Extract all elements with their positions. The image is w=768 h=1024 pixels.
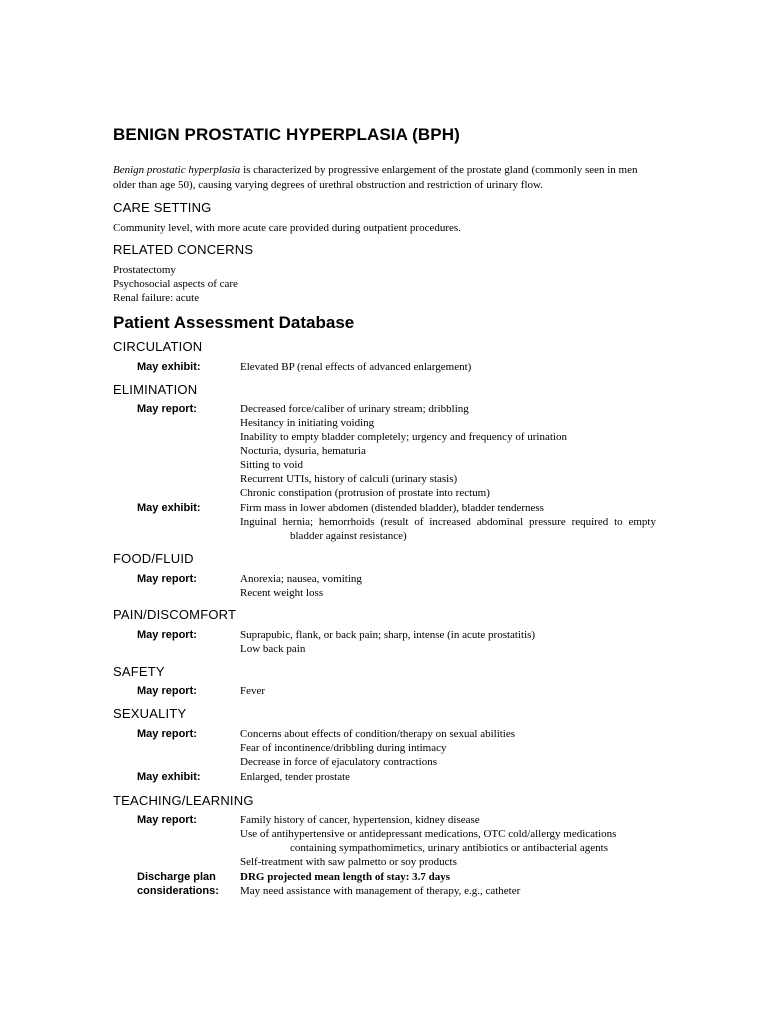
elimination-report-label: May report: [137, 403, 197, 415]
list-item: Renal failure: acute [113, 292, 200, 304]
circulation-exhibit-list [240, 360, 656, 374]
list-item: Use of antihypertensive or antidepressant medications, OTC cold/allergy medications [240, 828, 617, 840]
sexuality-report-label: May report: [137, 728, 197, 740]
list-item: Fear of incontinence/dribbling during intimacy [240, 742, 447, 754]
sexuality-exhibit-list [240, 770, 656, 784]
list-item: Hesitancy in initiating voiding [240, 417, 375, 429]
list-item: May need assistance with management of therapy, e.g., catheter [240, 885, 521, 897]
drg-length-of-stay: DRG projected mean length of stay: 3.7 days [240, 871, 451, 883]
related-concerns-heading: RELATED CONCERNS [113, 242, 254, 257]
list-item-continuation: bladder against resistance) [290, 530, 407, 542]
pain-report-list [240, 628, 656, 656]
list-item: Family history of cancer, hypertension, kidney disease [240, 814, 480, 826]
intro-text: is characterized by progressive enlargement of the prostate gland (commonly seen in men older than age 50), causing varying degrees of urethral obstruction and restriction of urinary flow. [113, 164, 638, 191]
list-item: Prostatectomy [113, 264, 176, 276]
list-item: Elevated BP (renal effects of advanced enlargement) [240, 361, 472, 373]
list-item: Inguinal hernia; hemorrhoids (result of increased abdominal pressure required to empty [240, 516, 656, 528]
list-item: Decrease in force of ejaculatory contractions [240, 756, 437, 768]
list-item: Chronic constipation (protrusion of prostate into rectum) [240, 487, 490, 499]
teaching-heading: TEACHING/LEARNING [113, 793, 254, 808]
care-setting-text: Community level, with more acute care provided during outpatient procedures. [113, 222, 461, 234]
list-item: Low back pain [240, 643, 306, 655]
list-item: Enlarged, tender prostate [240, 771, 351, 783]
list-item-continuation: containing sympathomimetics, urinary antibiotics or antibacterial agents [290, 842, 608, 854]
care-setting-heading: CARE SETTING [113, 200, 212, 215]
safety-report-list [240, 684, 656, 698]
list-item: Psychosocial aspects of care [113, 278, 238, 290]
list-item: Firm mass in lower abdomen (distended bladder), bladder tenderness [240, 502, 544, 514]
sexuality-exhibit-label: May exhibit: [137, 771, 201, 783]
safety-heading: SAFETY [113, 664, 165, 679]
discharge-label [137, 870, 219, 898]
list-item: Recurrent UTIs, history of calculi (urinary stasis) [240, 473, 458, 485]
circulation-heading: CIRCULATION [113, 339, 203, 354]
sexuality-report-list [240, 727, 656, 769]
elimination-exhibit-list [240, 501, 656, 543]
safety-report-label: May report: [137, 685, 197, 697]
food-fluid-report-list [240, 572, 656, 600]
discharge-list [240, 870, 656, 898]
list-item: Recent weight loss [240, 587, 324, 599]
intro-paragraph [113, 163, 658, 193]
page-title: BENIGN PROSTATIC HYPERPLASIA (BPH) [113, 125, 460, 144]
intro-term: Benign prostatic hyperplasia [113, 164, 241, 176]
list-item: Anorexia; nausea, vomiting [240, 573, 362, 585]
list-item: Decreased force/caliber of urinary stream; dribbling [240, 403, 469, 415]
list-item: Nocturia, dysuria, hematuria [240, 445, 366, 457]
teaching-report-list [240, 813, 656, 869]
related-concerns-list [113, 263, 238, 305]
pain-report-label: May report: [137, 629, 197, 641]
elimination-report-list [240, 402, 656, 500]
food-fluid-report-label: May report: [137, 573, 197, 585]
sexuality-heading: SEXUALITY [113, 706, 187, 721]
elimination-heading: ELIMINATION [113, 382, 198, 397]
list-item: Sitting to void [240, 459, 303, 471]
discharge-label-line: considerations: [137, 885, 219, 897]
elimination-exhibit-label: May exhibit: [137, 502, 201, 514]
circulation-exhibit-label: May exhibit: [137, 361, 201, 373]
discharge-label-line: Discharge plan [137, 871, 216, 883]
list-item: Suprapubic, flank, or back pain; sharp, intense (in acute prostatitis) [240, 629, 536, 641]
pain-heading: PAIN/DISCOMFORT [113, 607, 237, 622]
list-item: Fever [240, 685, 266, 697]
list-item: Concerns about effects of condition/therapy on sexual abilities [240, 728, 516, 740]
teaching-report-label: May report: [137, 814, 197, 826]
list-item: Inability to empty bladder completely; urgency and frequency of urination [240, 431, 567, 443]
food-fluid-heading: FOOD/FLUID [113, 551, 194, 566]
list-item: Self-treatment with saw palmetto or soy products [240, 856, 457, 868]
database-title: Patient Assessment Database [113, 313, 355, 332]
